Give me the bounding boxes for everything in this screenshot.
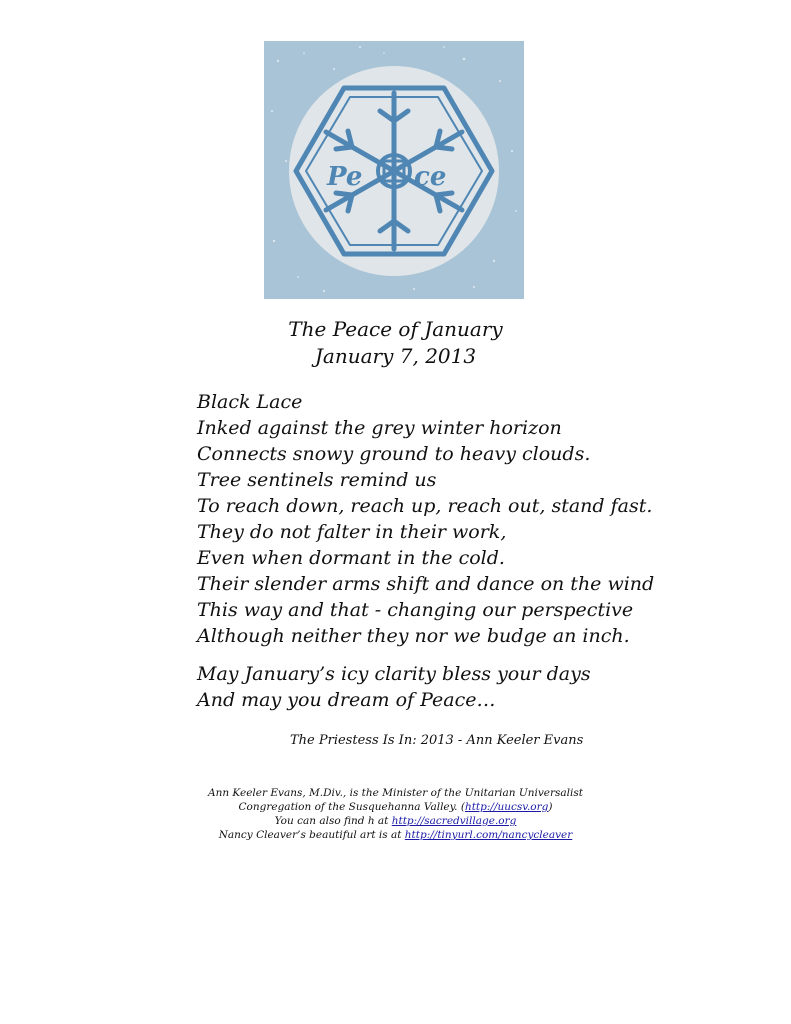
footer-line-3-prefix: You can also find h at bbox=[274, 815, 392, 827]
footer-line-2-suffix: ) bbox=[548, 801, 553, 813]
poem-line: This way and that - changing our perspective bbox=[197, 599, 634, 621]
poem-line: Tree sentinels remind us bbox=[197, 469, 437, 491]
footer-line-2 bbox=[0, 800, 791, 814]
footer-line-1: Ann Keeler Evans, M.Div., is the Minister of the Unitarian Universalist bbox=[207, 787, 583, 799]
poem-title: The Peace of January bbox=[288, 317, 503, 341]
footer-line-2-prefix: Congregation of the Susquehanna Valley. ( bbox=[238, 801, 465, 813]
stanza-divider bbox=[197, 649, 654, 661]
footer-line-4 bbox=[0, 828, 791, 842]
poem-line: Connects snowy ground to heavy clouds. bbox=[197, 443, 591, 465]
uucsv-link[interactable]: http://uucsv.org bbox=[464, 801, 549, 813]
poem-line: Even when dormant in the cold. bbox=[197, 547, 505, 569]
poem-header bbox=[0, 316, 791, 370]
poem-line: Although neither they nor we budge an inch. bbox=[197, 625, 630, 647]
poem-line: Their slender arms shift and dance on the wind bbox=[197, 573, 655, 595]
snowflake-peace-artwork bbox=[264, 41, 524, 299]
poem-body bbox=[197, 389, 654, 713]
poem-line: Black Lace bbox=[197, 391, 303, 413]
footer-credits bbox=[0, 786, 791, 842]
snowflake-peace-image bbox=[264, 41, 524, 299]
svg-text:ce: ce bbox=[414, 162, 447, 192]
poem-date: January 7, 2013 bbox=[314, 344, 477, 368]
footer-line-3 bbox=[0, 814, 791, 828]
svg-text:Pe: Pe bbox=[327, 162, 363, 192]
footer-line-4-prefix: Nancy Cleaver’s beautiful art is at bbox=[218, 829, 405, 841]
poem-line: And may you dream of Peace… bbox=[197, 689, 496, 711]
sacredvillage-link[interactable]: http://sacredvillage.org bbox=[391, 815, 517, 827]
poem-line: To reach down, reach up, reach out, stand fast. bbox=[197, 495, 653, 517]
signature-line: The Priestess Is In: 2013 - Ann Keeler Evans bbox=[290, 733, 584, 748]
poem-line: Inked against the grey winter horizon bbox=[197, 417, 562, 439]
poem-line: May January’s icy clarity bless your days bbox=[197, 663, 591, 685]
poem-line: They do not falter in their work, bbox=[197, 521, 507, 543]
nancycleaver-link[interactable]: http://tinyurl.com/nancycleaver bbox=[404, 829, 573, 841]
